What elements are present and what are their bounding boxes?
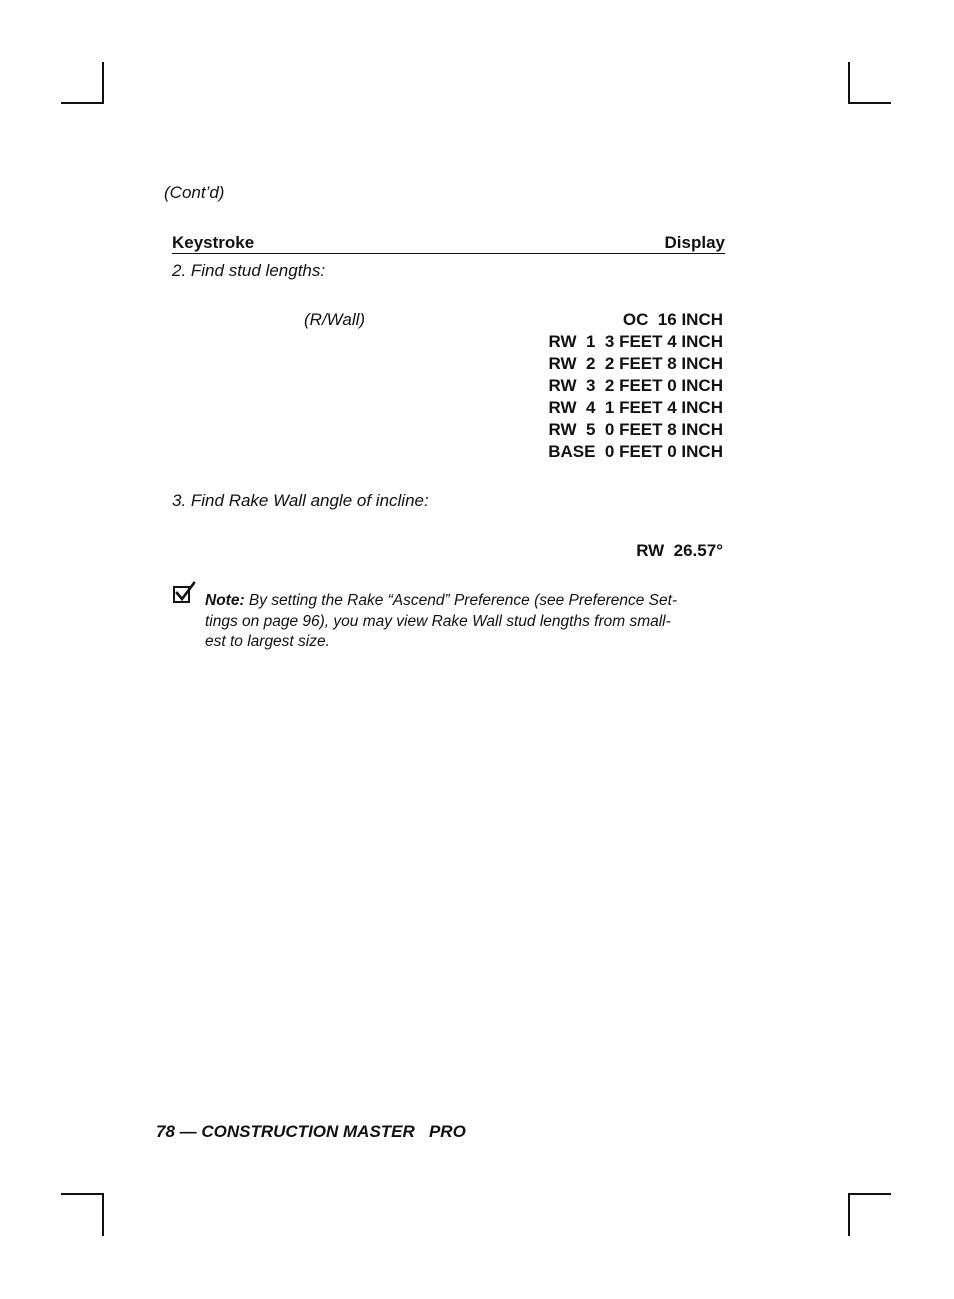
crop-mark-top-left-h bbox=[61, 102, 104, 104]
display-line-rw4: RW 4 1 FEET 4 INCH bbox=[548, 398, 723, 417]
continued-label: (Cont’d) bbox=[164, 183, 225, 202]
crop-mark-top-right-h bbox=[848, 102, 891, 104]
crop-mark-bottom-left-h bbox=[61, 1193, 104, 1195]
note-line-3: est to largest size. bbox=[205, 633, 330, 650]
keystroke-header: Keystroke bbox=[172, 233, 255, 252]
checkmark-box-icon bbox=[173, 586, 190, 603]
crop-mark-top-right-v bbox=[848, 62, 850, 104]
display-line-rw5: RW 5 0 FEET 8 INCH bbox=[548, 420, 723, 439]
table-header bbox=[172, 233, 725, 254]
display-line-rw3: RW 3 2 FEET 0 INCH bbox=[548, 376, 723, 395]
display-line-rw2: RW 2 2 FEET 8 INCH bbox=[548, 354, 723, 373]
note-paragraph bbox=[205, 591, 725, 653]
note-line-1: By setting the Rake “Ascend” Preference (see Preference Set- bbox=[244, 592, 678, 609]
display-line-rw1: RW 1 3 FEET 4 INCH bbox=[548, 332, 723, 351]
rwall-keystroke: (R/Wall) bbox=[304, 310, 366, 329]
display-line-oc: OC 16 INCH bbox=[622, 310, 723, 329]
note-label: Note: bbox=[205, 592, 245, 609]
display-line-base: BASE 0 FEET 0 INCH bbox=[548, 442, 723, 461]
note-line-2: tings on page 96), you may view Rake Wall stud lengths from small- bbox=[205, 612, 671, 630]
display-line-angle: RW 26.57° bbox=[636, 541, 723, 560]
page-footer: 78 — CONSTRUCTION MASTER PRO bbox=[156, 1122, 466, 1141]
crop-mark-bottom-left-v bbox=[102, 1193, 104, 1236]
crop-mark-top-left-v bbox=[102, 62, 104, 104]
crop-mark-bottom-right-h bbox=[848, 1193, 891, 1195]
crop-mark-bottom-right-v bbox=[848, 1193, 850, 1236]
step-2-label: 2. Find stud lengths: bbox=[172, 261, 326, 280]
display-header: Display bbox=[664, 233, 725, 252]
step-3-label: 3. Find Rake Wall angle of incline: bbox=[172, 491, 429, 510]
